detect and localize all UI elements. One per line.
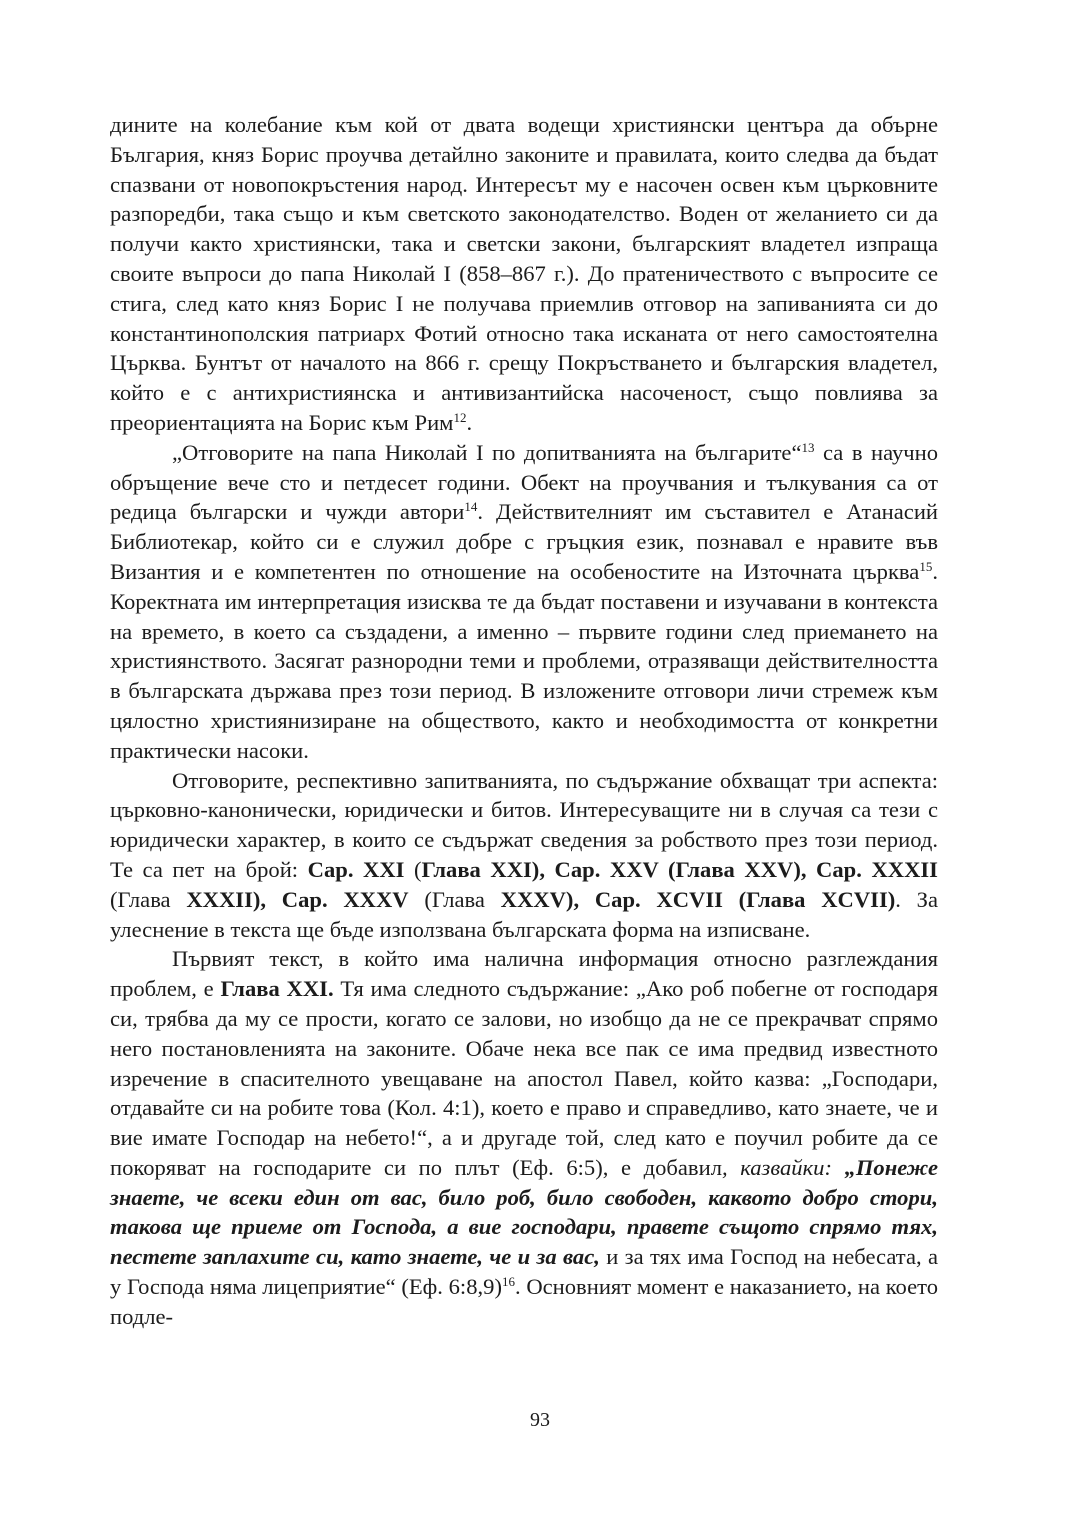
paragraph-4-part-3: и за тях има Господ на небесата, а у Господа няма лицеприятие“ (Еф. 6:8,9): [110, 1244, 938, 1300]
page-number: 93: [530, 1409, 550, 1431]
paragraph-3-sep-2: (Глава: [110, 886, 187, 912]
paragraph-2-part-3: . Действителният им съставител е Атанасий Библиотекар, който си е служил добре с гръцкия език, познавал е нравите във Византия и е компетентен по отношение на особеностите на Източната църква: [110, 499, 938, 584]
footnote-ref-14[interactable]: 14: [464, 499, 478, 515]
chapter-refs-32-35: XXXII), Cap. XXXV: [186, 886, 409, 912]
paragraph-4: [110, 944, 938, 1331]
paragraph-3-sep-3: (Глава: [408, 886, 501, 912]
chapter-refs-35-97: XXXV), Cap. XCVII (Глава XCVII): [500, 886, 896, 912]
bold-italic-quote: „Понеже знаете, че всеки един от вас, било роб, било свободен, каквото добро стори, такова ще приеме от Господа, а вие господари, правете същото спрямо тях, пестете заплахите си, като знаете, че и за вас,: [110, 1154, 938, 1270]
paragraph-4-part-2: Тя има следното съдържание:: [333, 976, 636, 1002]
paragraph-1: [110, 110, 938, 438]
paragraph-4-part-4: . Основният момент е наказанието, на което подле-: [110, 1274, 939, 1329]
paragraph-2-part-4: . Коректната им интерпретация изисква те да бъдат поставени и изучавани в контекста на времето, в което са създадени, а именно – първите години след приемането на християнството. Засягат разнородни теми и проблеми, отразяващи действителността в българската държава през този период. В изложените отговори личи стремеж към цялостно християнизиране на обществото, както и необходимостта от конкретни практически насоки.: [110, 558, 938, 763]
paragraph-2: [110, 438, 938, 766]
paragraph-1-text: дините на колебание към кой от двата водещи християнски центъра да обърне България, княз Борис проучва детайлно законите и правилата, които следва да бъдат спазвани от новопокръстения народ. Интересът му е насочен освен към църковните разпоредби, така също и към светското законодателство. Воден от желанието си да получи както християнски, така и светски закони, българският владетел изпраща своите въпроси до папа Николай I (858–867 г.). До пратеничеството с въпросите се стига, след като княз Борис I не получава приемлив отговор на запиванията си до константинополския патриарх Фотий относно така исканата от него самостоятелна Църква. Бунтът от началото на 866 г. срещу Покръстването и българския владетел, който е с антихристиянска и антивизантийска насоченост, също повлиява за преориентацията на Борис към Рим: [110, 112, 938, 435]
footnote-ref-13[interactable]: 13: [801, 439, 815, 455]
paragraph-2-part-2: са в научно обръщение вече сто и петдесет години. Обект на проучвания и тълкувания са от редица български и чужди автори: [110, 439, 939, 525]
paragraph-3-sep-1: (: [404, 856, 422, 882]
paragraph-4-part-1: Първият текст, в който има налична информация относно разглеждания проблем, е: [110, 946, 938, 1002]
paragraph-2-part-1: „Отговорите на папа Николай I по допитванията на българите“: [172, 439, 802, 465]
paragraph-1-end: .: [466, 409, 473, 435]
chapter-21-heading-ref: Глава XXI.: [220, 976, 334, 1002]
paragraph-3-part-1: Отговорите, респективно запитванията, по съдържание обхващат три аспекта: църковно-канонически, юридически и битов. Интересуващите ни в случая са тези с юридически характер, в които се съдържат сведения за робството през този период. Те са пет на брой:: [110, 767, 938, 882]
quote-chapter-21: „Ако роб побегне от господаря си, трябва да му се прости, когато се залови, но изобщо да не се прекрачват спрямо него постановленията на законите. Обаче нека все пак се има предвид известното изречение в спасителното увещаване на апостол Павел, който казва: „Господари, отдавайте си на робите това (Кол. 4:1), което е право и справедливо, като знаете, че и вие имате Господар на небето!“, а и другаде той, след като е поучил робите да се покоряват на господарите си по плът (Еф. 6:5), е добавил: [110, 976, 938, 1180]
paragraph-3-part-2: . За улеснение в текста ще бъде използвана българската форма на изписване.: [110, 886, 938, 942]
page-body: [110, 110, 938, 1332]
cap-21-ref: Cap. XXI: [307, 856, 405, 882]
paragraph-3: [110, 766, 938, 945]
chapter-refs-21-25-32: Глава XXI), Cap. XXV (Глава XXV), Cap. XXXII: [421, 856, 938, 882]
quote-connector: , казвайки:: [721, 1154, 845, 1180]
footnote-ref-15[interactable]: 15: [919, 558, 933, 574]
footnote-ref-16[interactable]: 16: [501, 1274, 515, 1290]
footnote-ref-12[interactable]: 12: [453, 409, 467, 425]
